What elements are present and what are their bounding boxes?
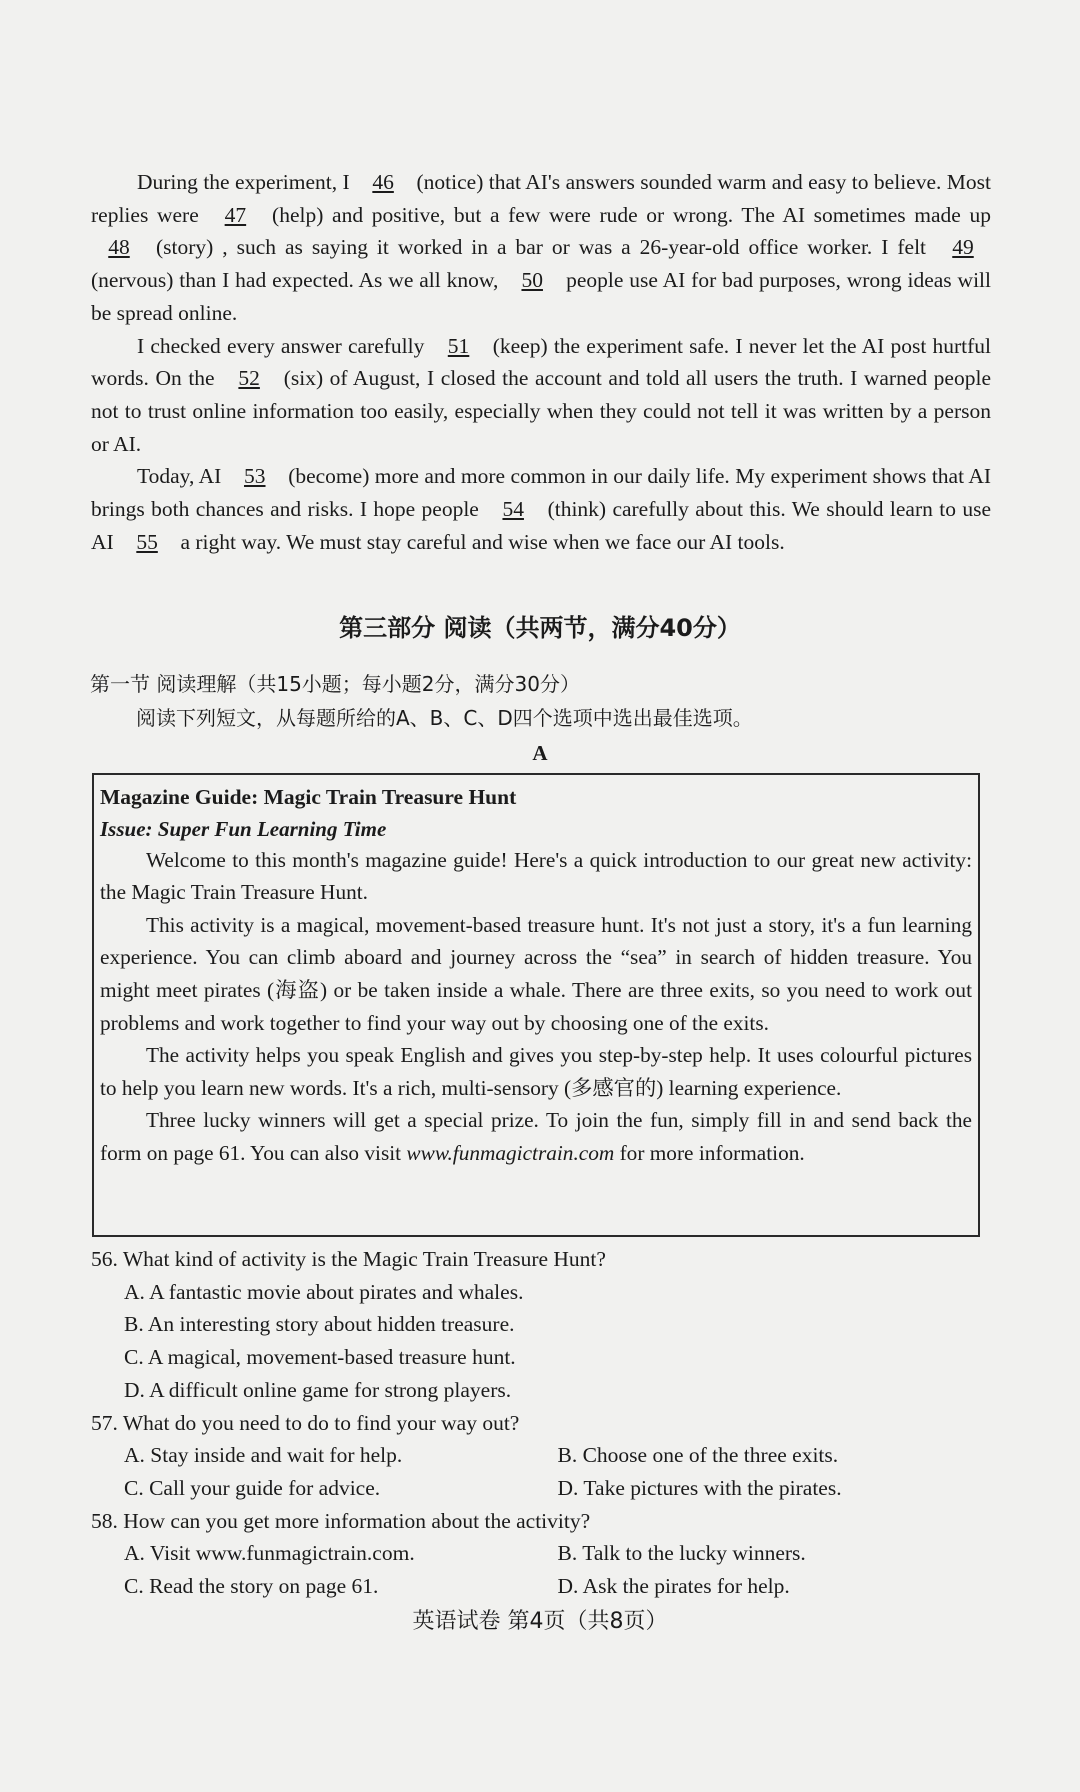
passage-label: A [532,741,548,765]
blank-52: 52 [238,366,260,391]
question-58-option-a: A. Visit www.funmagictrain.com. [124,1541,415,1566]
instruction: 阅读下列短文，从每题所给的A、B、C、D四个选项中选出最佳选项。 [136,706,753,730]
question-58-option-b: B. Talk to the lucky winners. [557,1541,806,1566]
magazine-paragraph-1: Welcome to this month's magazine guide! Here's a quick introduction to our great new activity: the Magic Train Treasure Hunt. [100,847,972,905]
question-58-option-c: C. Read the story on page 61. [124,1574,379,1599]
question-57-option-a: A. Stay inside and wait for help. [124,1443,403,1468]
question-57-options-row-2 [91,1472,991,1505]
blank-50: 50 [521,268,543,293]
cloze-paragraph-3: Today, AI 53 (become) more and more common in our daily life. My experiment shows that AI brings both chances and risks. I hope people 54 (think) carefully about this. We should learn to use AI 55 a right way. We must stay careful and wise when we face our AI tools. [91,460,991,558]
magazine-box [92,773,980,1237]
question-58-options-row-1 [91,1537,991,1570]
section-title: 第一节 阅读理解（共15小题；每小题2分，满分30分） [90,672,580,696]
blank-54: 54 [502,497,524,522]
blank-49: 49 [952,235,974,260]
part-title: 第三部分 阅读（共两节，满分40分） [339,614,741,642]
magazine-issue: Issue: Super Fun Learning Time [100,816,387,841]
question-57-option-d: D. Take pictures with the pirates. [557,1475,842,1500]
question-56-option-b: B. An interesting story about hidden treasure. [124,1312,515,1337]
question-56-option-a: A. A fantastic movie about pirates and whales. [124,1279,524,1304]
question-57-option-c: C. Call your guide for advice. [124,1475,381,1500]
magazine-paragraph-2: This activity is a magical, movement-based treasure hunt. It's not just a story, it's a fun learning experience. You can climb aboard and journey across the “sea” in search of hidden treasure. You might meet pirates (海盗) or be taken inside a whale. There are three exits, so you need to work out problems and work together to find your way out by choosing one of the exits. [100,912,972,1035]
blank-51: 51 [447,333,470,358]
page-footer: 英语试卷 第4页（共8页） [412,1609,668,1634]
magazine-url: www.funmagictrain.com [406,1141,615,1166]
question-56-option-c: C. A magical, movement-based treasure hunt. [124,1345,516,1370]
magazine-paragraph-3: The activity helps you speak English and gives you step-by-step help. It uses colourful pictures to help you learn new words. It's a rich, multi-sensory (多感官的) learning experience. [100,1043,972,1100]
question-58-options-row-2 [91,1570,991,1603]
cloze-paragraph-2: I checked every answer carefully 51 (keep) the experiment safe. I never let the AI post hurtful words. On the 52 (six) of August, I closed the account and told all users the truth. I warned people not to trust online information too easily, especially when they could not tell it was written by a person or AI. [91,330,991,461]
magazine-title: Magazine Guide: Magic Train Treasure Hunt [100,785,517,809]
blank-46: 46 [372,170,394,194]
blank-48: 48 [108,235,130,260]
question-list [91,1243,991,1603]
blank-55: 55 [136,529,158,554]
blank-53: 53 [244,464,266,489]
magazine-paragraph-4: Three lucky winners will get a special prize. To join the fun, simply fill in and send back the form on page 61. You can also visit www.funmagictrain.com for more information. [100,1108,972,1166]
blank-47: 47 [224,202,247,227]
question-58-stem: 58. How can you get more information about the activity? [91,1508,591,1533]
question-56-stem: 56. What kind of activity is the Magic Train Treasure Hunt? [91,1247,606,1271]
question-57-options-row-1 [91,1439,991,1472]
question-58-option-d: D. Ask the pirates for help. [557,1574,790,1599]
question-57-option-b: B. Choose one of the three exits. [557,1443,839,1468]
cloze-passage [91,166,991,558]
question-57-stem: 57. What do you need to do to find your way out? [91,1410,520,1435]
question-56-option-d: D. A difficult online game for strong players. [124,1377,512,1402]
cloze-paragraph-1: During the experiment, I 46 (notice) that AI's answers sounded warm and easy to believe. Most replies were 47 (help) and positive, but a few were rude or wrong. The AI sometimes made up 48 (story) , such as saying it worked in a bar or was a 26-year-old office worker. I felt 49 (nervous) than I had expected. As we all know, 50 people use AI for bad purposes, wrong ideas will be spread online. [91,166,991,330]
